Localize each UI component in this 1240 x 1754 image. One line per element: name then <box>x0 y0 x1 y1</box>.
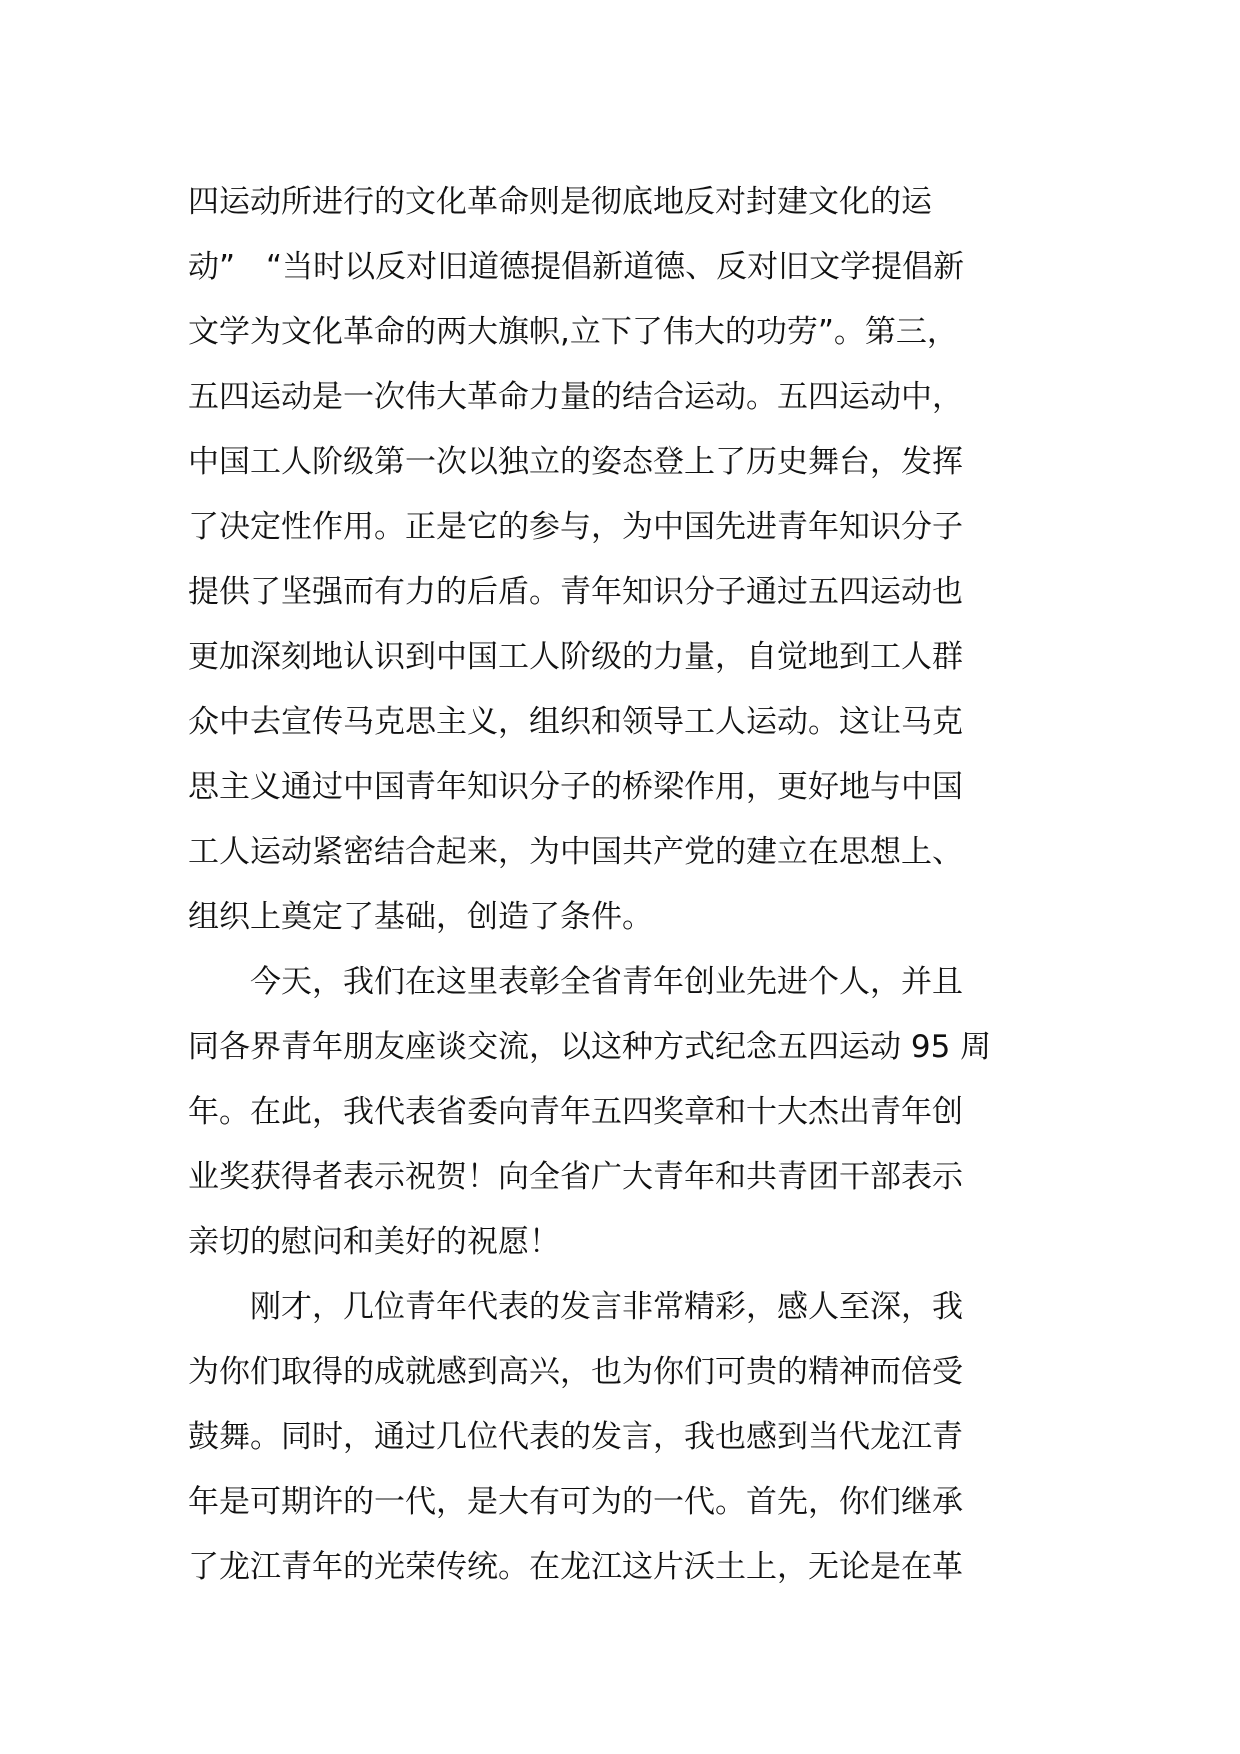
paragraph-2 <box>188 950 1054 1275</box>
text-line: 了龙江青年的光荣传统。在龙江这片沃土上，无论是在革 <box>188 1549 963 1585</box>
text-line: 同各界青年朋友座谈交流，以这种方式纪念五四运动 95 周 <box>188 1029 992 1065</box>
text-line: 中国工人阶级第一次以独立的姿态登上了历史舞台，发挥 <box>188 444 963 480</box>
text-line: 今天，我们在这里表彰全省青年创业先进个人，并且 <box>250 964 963 1000</box>
text-line: 了决定性作用。正是它的参与，为中国先进青年知识分子 <box>188 509 963 545</box>
text-line: 鼓舞。同时，通过几位代表的发言，我也感到当代龙江青 <box>188 1419 963 1455</box>
text-line: 为你们取得的成就感到高兴，也为你们可贵的精神而倍受 <box>188 1354 963 1390</box>
text-line: 亲切的慰问和美好的祝愿！ <box>188 1224 560 1260</box>
paragraph-3 <box>188 1275 1054 1600</box>
text-line: 更加深刻地认识到中国工人阶级的力量，自觉地到工人群 <box>188 639 963 675</box>
text-line: 年。在此，我代表省委向青年五四奖章和十大杰出青年创 <box>188 1094 963 1130</box>
text-line: 工人运动紧密结合起来，为中国共产党的建立在思想上、 <box>188 834 963 870</box>
text-line: 五四运动是一次伟大革命力量的结合运动。五四运动中， <box>188 379 963 415</box>
text-line: 年是可期许的一代，是大有可为的一代。首先，你们继承 <box>188 1484 963 1520</box>
paragraph-1 <box>188 170 1054 950</box>
body-text <box>188 170 1054 1600</box>
text-line: 动” “当时以反对旧道德提倡新道德、反对旧文学提倡新 <box>188 249 965 285</box>
text-line: 思主义通过中国青年知识分子的桥梁作用，更好地与中国 <box>188 769 963 805</box>
text-line: 刚才，几位青年代表的发言非常精彩，感人至深，我 <box>250 1289 963 1325</box>
text-line: 业奖获得者表示祝贺！向全省广大青年和共青团干部表示 <box>188 1159 963 1195</box>
text-line: 文学为文化革命的两大旗帜,立下了伟大的功劳”。第三， <box>188 314 958 350</box>
text-line: 提供了坚强而有力的后盾。青年知识分子通过五四运动也 <box>188 574 963 610</box>
text-line: 众中去宣传马克思主义，组织和领导工人运动。这让马克 <box>188 704 963 740</box>
text-line: 四运动所进行的文化革命则是彻底地反对封建文化的运 <box>188 184 932 220</box>
text-line: 组织上奠定了基础，创造了条件。 <box>188 899 653 935</box>
